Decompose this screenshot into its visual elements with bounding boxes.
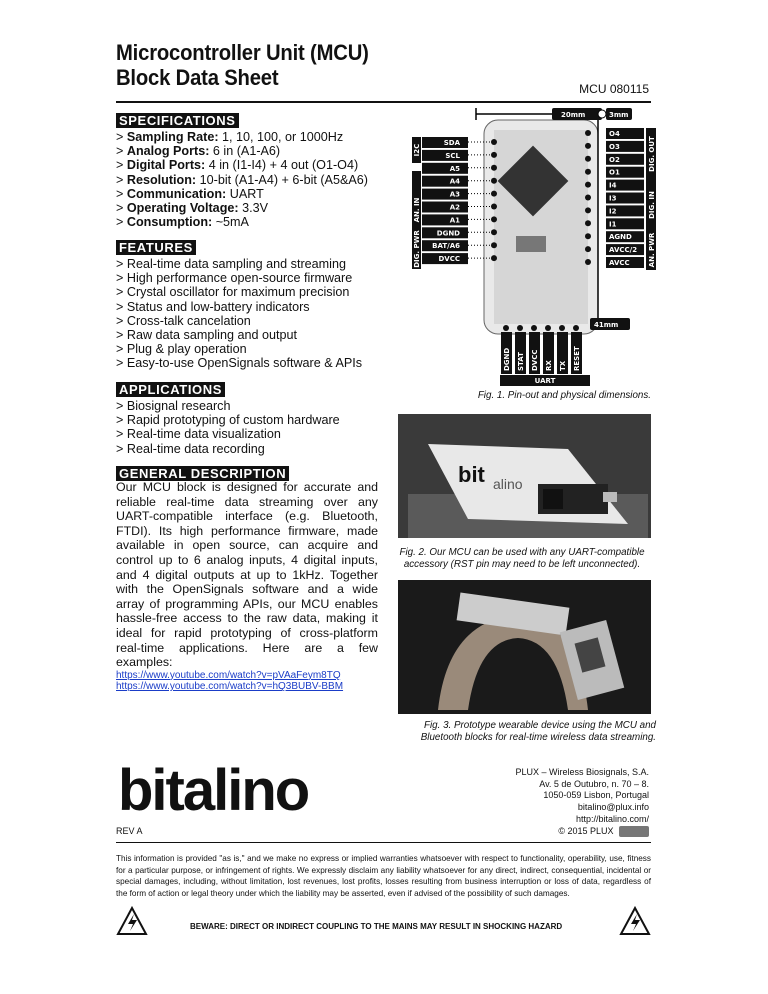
feature-item	[116, 342, 376, 356]
spec-item	[116, 158, 376, 172]
feature-item-text: Raw data sampling and output	[126, 328, 297, 343]
bullet-marker: >	[116, 172, 127, 187]
spec-item-label: Sampling Rate:	[126, 130, 219, 144]
spec-item-label: Resolution:	[126, 172, 197, 187]
bullet-marker: >	[116, 158, 127, 173]
copyright	[558, 826, 649, 837]
company-address	[515, 767, 649, 826]
spec-item-value: 3.3V	[238, 201, 268, 216]
spec-item-value: 1, 10, 100, or 1000Hz	[218, 130, 344, 144]
left-pin-label: DGND	[436, 229, 460, 238]
pin-pad	[545, 325, 551, 331]
copyright-text: © 2015 PLUX	[558, 826, 614, 836]
left-pin-label: A4	[449, 177, 460, 186]
pin-pad	[585, 130, 591, 136]
spec-item	[116, 173, 376, 187]
application-item-text: Real-time data recording	[126, 441, 265, 456]
pin-pad	[491, 242, 497, 248]
left-pin-label: A5	[449, 164, 460, 173]
dim-small-label: 3mm	[609, 111, 629, 119]
right-pin-label: I4	[609, 181, 617, 190]
left-pin-label: SCL	[445, 151, 460, 160]
disclaimer: This information is provided "as is," and we make no express or implied warranties whatsoever with respect to functionality, operability, use, fitness for a particular purpose, or infringement of rights. We expressly disclaim any liability whatsoever for any direct, indirect, consequential, incidental or special damages, including, without limitation, lost revenues, lost profits, losses resulting from business interruption or loss of data, regardless of the form of action or legal theory under which the liability may be asserted, even if advised of the possibility of such damages.	[116, 854, 651, 898]
features-section	[116, 239, 376, 371]
revision: REV A	[116, 826, 143, 836]
document-number: MCU 080115	[579, 82, 649, 96]
figure-2-photo	[398, 414, 651, 538]
pin-pad	[491, 139, 497, 145]
figure-1-caption: Fig. 1. Pin-out and physical dimensions.	[477, 390, 651, 401]
page-title	[116, 40, 369, 90]
title-line-1: Microcontroller Unit (MCU)	[116, 40, 369, 65]
right-pin-label: AVCC/2	[609, 246, 638, 255]
spec-item-label: Consumption:	[126, 215, 213, 230]
application-item	[116, 399, 376, 413]
feature-item-text: Plug & play operation	[126, 342, 247, 357]
general-description-heading: GENERAL DESCRIPTION	[116, 466, 289, 481]
pin-pad	[585, 195, 591, 201]
feature-item	[116, 271, 376, 285]
address-line: Av. 5 de Outubro, n. 70 – 8.	[539, 778, 649, 789]
feature-item	[116, 328, 376, 342]
pin-pad	[585, 156, 591, 162]
header-rule	[116, 101, 651, 103]
address-email: bitalino@plux.info	[577, 802, 649, 813]
left-group-label: I2C	[413, 143, 421, 157]
left-group-label: DIG. PWR	[413, 230, 421, 268]
pin-pad	[503, 325, 509, 331]
figure-3-illustration	[398, 580, 651, 714]
bullet-marker: >	[116, 342, 127, 357]
right-pin-label: O4	[609, 130, 620, 138]
general-description	[116, 480, 378, 693]
feature-item-text: Crystal oscillator for maximum precision	[126, 285, 350, 300]
bottom-pin-label: RESET	[573, 346, 581, 371]
video-link-2[interactable]: https://www.youtube.com/watch?v=hQ3BUBV-BBM	[116, 681, 344, 693]
bullet-marker: >	[116, 299, 127, 314]
figure-2-caption: Fig. 2. Our MCU can be used with any UART-compatible accessory (RST pin may need to be left unconnected).	[399, 547, 645, 570]
features-list	[116, 257, 376, 371]
spec-item	[116, 130, 376, 144]
left-pin-label: A1	[449, 216, 460, 225]
board-logo-text-2: alino	[493, 476, 523, 492]
spec-item	[116, 187, 376, 201]
right-group-label: DIG. OUT	[648, 136, 656, 172]
pin-pad	[585, 182, 591, 188]
pin-pad	[491, 216, 497, 222]
spec-item	[116, 215, 376, 229]
right-group-label: AN. PWR	[648, 232, 656, 268]
usb-connector	[603, 492, 617, 502]
pin-pad	[491, 204, 497, 210]
title-line-2: Block Data Sheet	[116, 65, 279, 90]
spec-item-label: Operating Voltage:	[126, 201, 239, 216]
pin-pad	[585, 143, 591, 149]
pin-pad	[491, 229, 497, 235]
application-item	[116, 427, 376, 441]
right-group-label: DIG. IN	[648, 191, 656, 219]
figure-3-photo	[398, 580, 651, 714]
bullet-marker: >	[116, 130, 127, 144]
dim-height-label: 41mm	[594, 321, 619, 329]
feature-item	[116, 257, 376, 271]
bullet-marker: >	[116, 328, 127, 343]
feature-item	[116, 300, 376, 314]
bottom-pin-label: DVCC	[531, 349, 539, 371]
spec-item	[116, 201, 376, 215]
bitalino-logo	[118, 760, 358, 822]
pin-pad	[491, 165, 497, 171]
warning-icon	[116, 906, 148, 936]
left-pin-label: DVCC	[438, 255, 460, 264]
specifications-heading: SPECIFICATIONS	[116, 113, 239, 128]
accessory-chip	[543, 489, 563, 509]
figure-3-caption: Fig. 3. Prototype wearable device using the MCU and Bluetooth blocks for real-time wireless data streaming.	[420, 720, 656, 743]
bullet-marker: >	[116, 215, 127, 230]
bullet-marker: >	[116, 201, 127, 216]
creative-commons-icon	[619, 826, 649, 837]
bottom-pin-label: RX	[545, 360, 553, 371]
general-description-text: Our MCU block is designed for accurate and reliable real-time data streaming over any UART-compatible interface (e.g. Bluetooth, FTDI). Its high performance firmware, made available in open source, can acquire and control up to 6 analog inputs, 4 digital inputs, and 4 digital outputs at up to 1kHz. Together with the OpenSignals software and a wide array of programming APIs, our MCU enables hassle-free access to the raw data, making it ideal for rapid prototyping of cross-platform real-time applications. Here are a few examples:	[116, 480, 378, 670]
bullet-marker: >	[116, 441, 127, 456]
pin-pad	[585, 259, 591, 265]
uart-label: UART	[534, 377, 556, 385]
pin-pad	[585, 169, 591, 175]
left-pin-badge	[422, 214, 468, 225]
pin-pad	[491, 191, 497, 197]
features-heading: FEATURES	[116, 240, 196, 255]
pin-pad	[491, 178, 497, 184]
bullet-marker: >	[116, 186, 127, 201]
left-pin-label: A2	[449, 203, 460, 212]
spec-item-value: 10-bit (A1-A4) + 6-bit (A5&A6)	[196, 172, 368, 187]
pin-pad	[585, 233, 591, 239]
left-pin-label: A3	[449, 190, 460, 199]
figure-2-illustration	[398, 414, 651, 538]
specifications-list	[116, 130, 376, 229]
pin-pad	[585, 246, 591, 252]
bullet-marker: >	[116, 356, 127, 371]
bullet-marker: >	[116, 413, 127, 428]
application-item	[116, 442, 376, 456]
left-pin-label: SDA	[443, 139, 460, 147]
bullet-marker: >	[116, 257, 127, 271]
right-pin-label: AVCC	[609, 259, 630, 267]
bitalino-logo-text: bitalino	[118, 760, 309, 822]
feature-item-text: Cross-talk cancelation	[126, 313, 251, 328]
spec-item-label: Analog Ports:	[126, 144, 210, 159]
spec-item-value: UART	[226, 186, 264, 201]
bottom-pin-label: DGND	[503, 347, 511, 371]
pin-pad	[573, 325, 579, 331]
video-link-1[interactable]: https://www.youtube.com/watch?v=pVAaFeym8TQ	[116, 669, 341, 681]
dim-width-label: 20mm	[561, 111, 586, 119]
pin-pad	[559, 325, 565, 331]
application-item-text: Biosignal research	[126, 399, 231, 413]
spec-item-label: Digital Ports:	[126, 158, 206, 173]
spec-item-label: Communication:	[126, 186, 227, 201]
bullet-marker: >	[116, 313, 127, 328]
feature-item	[116, 285, 376, 299]
applications-list	[116, 399, 376, 456]
specifications-section	[116, 112, 376, 229]
left-pin-badge	[422, 202, 468, 213]
right-pin-label: I3	[609, 194, 617, 203]
footer-rule	[116, 842, 651, 843]
pin-pad	[585, 207, 591, 213]
pin-pad	[585, 220, 591, 226]
pin-pad	[491, 152, 497, 158]
address-line: 1050-059 Lisbon, Portugal	[543, 790, 649, 801]
crystal	[516, 236, 546, 252]
address-website: http://bitalino.com/	[575, 813, 649, 824]
application-item	[116, 413, 376, 427]
feature-item	[116, 356, 376, 370]
applications-heading: APPLICATIONS	[116, 382, 225, 397]
bullet-marker: >	[116, 285, 127, 300]
feature-item-text: Easy-to-use OpenSignals software & APIs	[126, 356, 363, 371]
left-pin-badge	[422, 176, 468, 187]
spec-item-value: 6 in (A1-A6)	[209, 144, 281, 159]
left-pin-label: BAT/A6	[432, 242, 460, 251]
left-pin-badge	[422, 189, 468, 200]
left-group-label: AN. IN	[413, 197, 421, 223]
pin-pad	[531, 325, 537, 331]
right-pin-label: AGND	[609, 233, 632, 242]
spec-item-value: ~5mA	[212, 215, 249, 230]
feature-item-text: Real-time data sampling and streaming	[126, 257, 346, 271]
right-pin-label: I1	[609, 220, 617, 229]
left-pin-badge	[422, 163, 468, 174]
feature-item-text: High performance open-source firmware	[126, 271, 353, 286]
application-item-text: Real-time data visualization	[126, 427, 281, 442]
right-pin-label: O2	[609, 155, 620, 164]
hazard-warning: BEWARE: DIRECT OR INDIRECT COUPLING TO THE MAINS MAY RESULT IN SHOCKING HAZARD	[190, 922, 563, 931]
right-pin-label: O3	[609, 142, 620, 151]
pinout-diagram	[412, 106, 658, 388]
pin-pad	[517, 325, 523, 331]
address-line: PLUX – Wireless Biosignals, S.A.	[515, 767, 649, 777]
application-item-text: Rapid prototyping of custom hardware	[126, 413, 340, 428]
bottom-pin-label: STAT	[517, 352, 525, 371]
pin-pad	[491, 255, 497, 261]
right-pin-label: O1	[609, 168, 620, 177]
bullet-marker: >	[116, 427, 127, 442]
right-pin-label: I2	[609, 207, 617, 216]
dim-marker	[598, 110, 606, 118]
feature-item	[116, 314, 376, 328]
board-logo-text: bit	[458, 462, 485, 487]
applications-section	[116, 381, 376, 456]
warning-icon	[619, 906, 651, 936]
bullet-marker: >	[116, 144, 127, 159]
spec-item	[116, 144, 376, 158]
bullet-marker: >	[116, 399, 127, 413]
bullet-marker: >	[116, 271, 127, 286]
spec-item-value: 4 in (I1-I4) + 4 out (O1-O4)	[205, 158, 359, 173]
feature-item-text: Status and low-battery indicators	[126, 299, 310, 314]
bottom-pin-label: TX	[559, 360, 567, 371]
